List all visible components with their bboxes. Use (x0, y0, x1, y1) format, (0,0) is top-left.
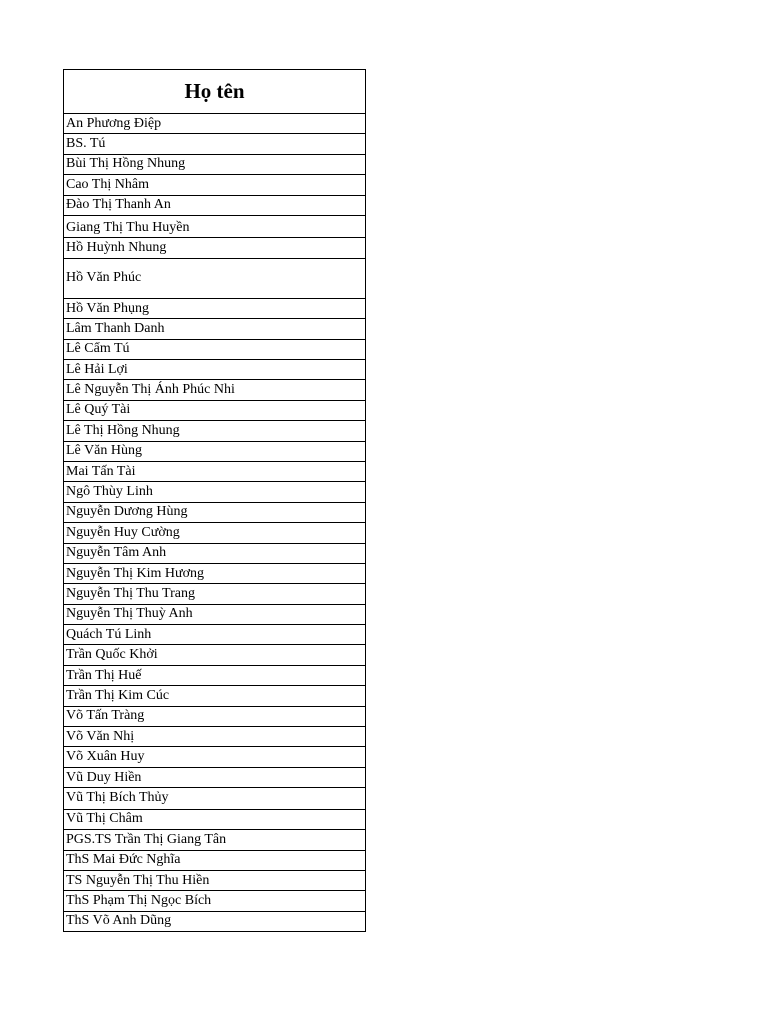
table-row: Trần Quốc Khởi (64, 645, 365, 665)
table-row: Nguyễn Thị Thu Trang (64, 584, 365, 604)
table-row: Ngô Thùy Linh (64, 482, 365, 502)
table-row: Quách Tú Linh (64, 625, 365, 645)
table-row: Hồ Huỳnh Nhung (64, 238, 365, 258)
table-row: Mai Tấn Tài (64, 462, 365, 482)
table-row: Lâm Thanh Danh (64, 319, 365, 339)
table-row: Bùi Thị Hồng Nhung (64, 155, 365, 175)
table-row: Võ Xuân Huy (64, 747, 365, 767)
table-row: ThS Võ Anh Dũng (64, 912, 365, 932)
table-row: Trần Thị Kim Cúc (64, 686, 365, 706)
table-row: Vũ Duy Hiền (64, 768, 365, 788)
table-row: Giang Thị Thu Huyền (64, 216, 365, 239)
table-row: Nguyễn Tâm Anh (64, 544, 365, 564)
table-row: Hồ Văn Phúc (64, 259, 365, 299)
table-row: Vũ Thị Châm (64, 810, 365, 830)
column-header-ho-ten: Họ tên (64, 70, 365, 114)
table-row: Hồ Văn Phụng (64, 299, 365, 319)
table-row: Lê Cẩm Tú (64, 340, 365, 360)
table-row: Lê Quý Tài (64, 401, 365, 421)
table-row: Nguyễn Dương Hùng (64, 503, 365, 523)
table-row: Nguyễn Huy Cường (64, 523, 365, 543)
table-row: BS. Tú (64, 134, 365, 154)
table-row: Lê Văn Hùng (64, 442, 365, 462)
table-row: An Phương Điệp (64, 114, 365, 134)
table-row: Lê Hải Lợi (64, 360, 365, 380)
table-row: Lê Nguyễn Thị Ánh Phúc Nhi (64, 380, 365, 400)
table-row: PGS.TS Trần Thị Giang Tân (64, 830, 365, 850)
table-row: ThS Phạm Thị Ngọc Bích (64, 891, 365, 911)
table-row: Trần Thị Huế (64, 666, 365, 686)
table-row: Lê Thị Hồng Nhung (64, 421, 365, 441)
table-row: Nguyễn Thị Thuỳ Anh (64, 605, 365, 625)
name-table (63, 69, 366, 932)
table-row: Nguyễn Thị Kim Hương (64, 564, 365, 584)
table-row: Võ Tấn Tràng (64, 707, 365, 727)
table-row: ThS Mai Đức Nghĩa (64, 851, 365, 871)
table-row: Vũ Thị Bích Thủy (64, 788, 365, 810)
table-row: TS Nguyễn Thị Thu Hiền (64, 871, 365, 891)
table-row: Cao Thị Nhâm (64, 175, 365, 195)
table-row: Đào Thị Thanh An (64, 196, 365, 216)
table-row: Võ Văn Nhị (64, 727, 365, 747)
